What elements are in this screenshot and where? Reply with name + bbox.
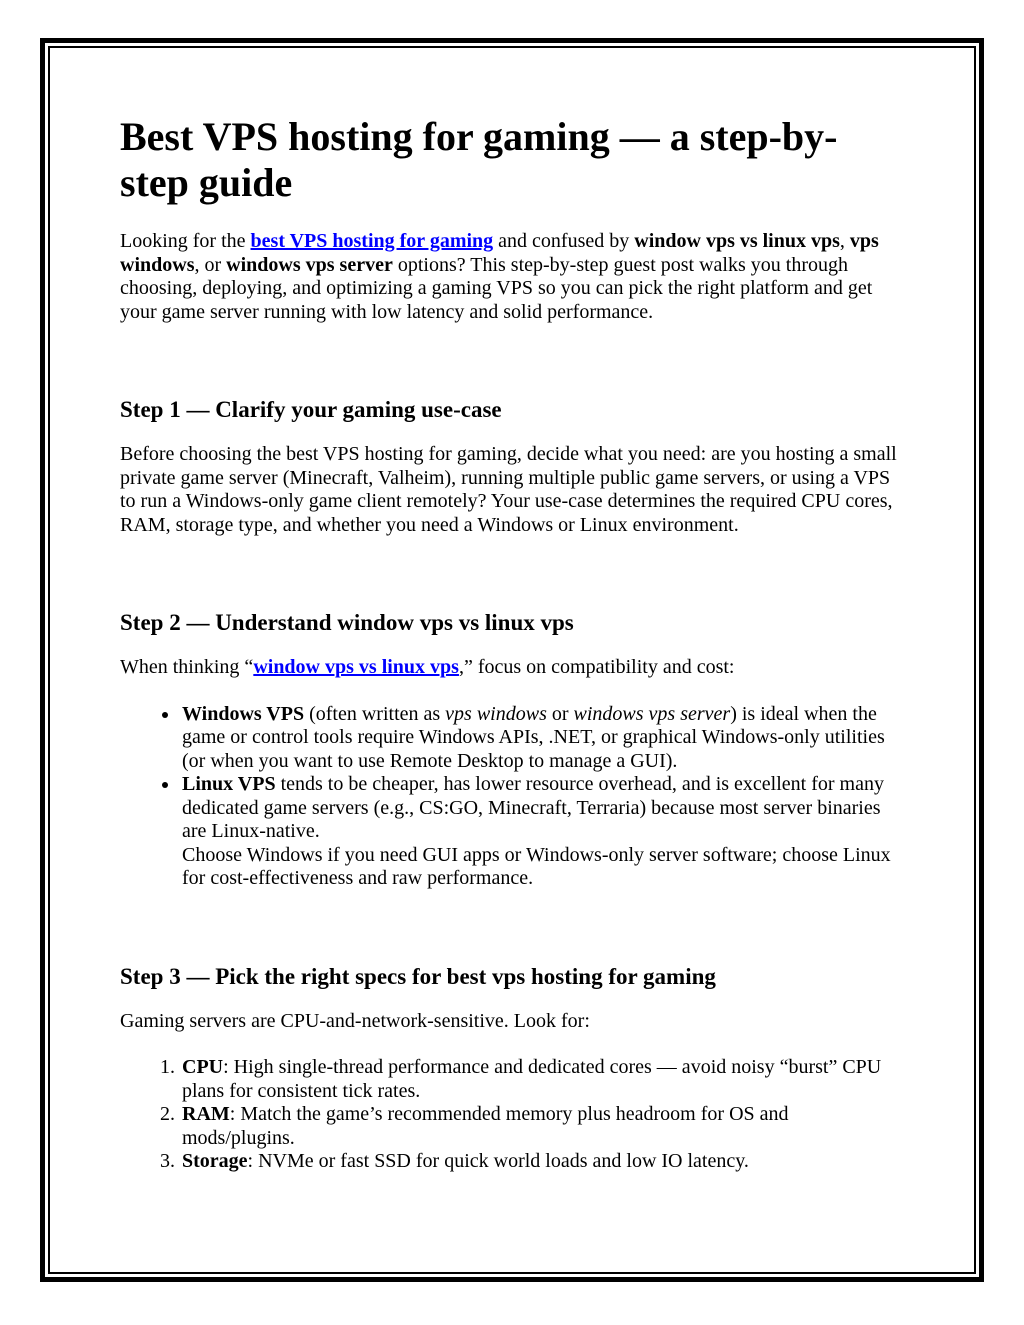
list-item [180,773,904,891]
list-item [180,1056,904,1103]
text-segment: : High single-thread performance and dedicated cores — avoid noisy “burst” CPU plans for consistent tick rates. [182,1056,882,1102]
text-segment: Storage [182,1150,248,1172]
text-segment: Looking for the [120,230,251,252]
text-segment: ) is ideal when the game or control tools require Windows APIs, .NET, or graphical Windows-only utilities (or when you want to use Remote Desktop to manage a GUI). [182,702,885,772]
text-segment: (often written as [304,702,446,725]
section-step-1 [120,396,904,537]
text-segment: vps windows [120,230,879,276]
text-segment: : Match the game’s recommended memory plus headroom for OS and mods/plugins. [182,1103,789,1149]
text-segment: Windows VPS [182,702,305,725]
text-segment: Choose Windows if you need GUI apps or Windows-only server software; choose Linux for cost-effectiveness and raw performance. [182,843,891,889]
text-segment: Gaming servers are CPU-and-network-sensitive. Look for: [120,1009,590,1032]
page-border [40,38,984,1282]
intro-paragraph [120,230,904,324]
bullet-list [120,703,904,891]
text-segment: Before choosing the best VPS hosting for gaming, decide what you need: are you hosting a small private game server (Minecraft, Valheim), running multiple public game servers, or using a VPS to run a Windows-only game client remotely? Your use-case determines the required CPU cores, RAM, storage type, and whether you need a Windows or Linux environment. [120,443,897,536]
inline-link[interactable]: window vps vs linux vps [253,656,459,678]
text-segment: windows vps server [573,702,731,725]
section-heading-step-2: Step 2 — Understand window vps vs linux vps [120,610,574,635]
document-title: Best VPS hosting for gaming — a step-by-step guide [120,114,838,205]
text-segment: CPU [182,1056,224,1078]
text-segment: options? This step-by-step guest post walks you through choosing, deploying, and optimizing a gaming VPS so you can pick the right platform and get your game server running with low latency and solid performance. [120,253,873,323]
text-segment: ,” focus on compatibility and cost: [458,656,735,678]
text-segment: windows vps server [226,253,393,276]
paragraph-step-3 [120,1010,904,1034]
list-item [180,1150,904,1174]
text-segment: tends to be cheaper, has lower resource overhead, and is excellent for many dedicated game servers (e.g., CS:GO, Minecraft, Terraria) because most server binaries are Linux-native. [182,773,884,842]
section-heading-step-1: Step 1 — Clarify your gaming use-case [120,397,502,422]
list-item [180,703,904,774]
section-step-2 [120,609,904,891]
document-content [50,48,974,1174]
text-segment: Linux VPS [182,773,276,795]
text-segment: , [839,230,850,252]
text-segment: and confused by [493,230,635,252]
list-item [180,1103,904,1150]
paragraph-step-2 [120,656,904,680]
page [48,46,976,1274]
text-segment: or [546,702,574,725]
section-step-3 [120,963,904,1174]
numbered-list [120,1056,904,1174]
text-segment: : NVMe or fast SSD for quick world loads and low IO latency. [247,1150,749,1172]
section-heading-step-3: Step 3 — Pick the right specs for best vps hosting for gaming [120,963,716,989]
paragraph-step-1 [120,443,904,537]
text-segment: vps windows [445,702,547,725]
inline-link[interactable]: best VPS hosting for gaming [250,230,494,252]
text-segment: RAM [182,1103,230,1125]
text-segment: When thinking “ [120,656,254,678]
text-segment: , or [194,253,227,276]
text-segment: window vps vs linux vps [634,230,840,252]
